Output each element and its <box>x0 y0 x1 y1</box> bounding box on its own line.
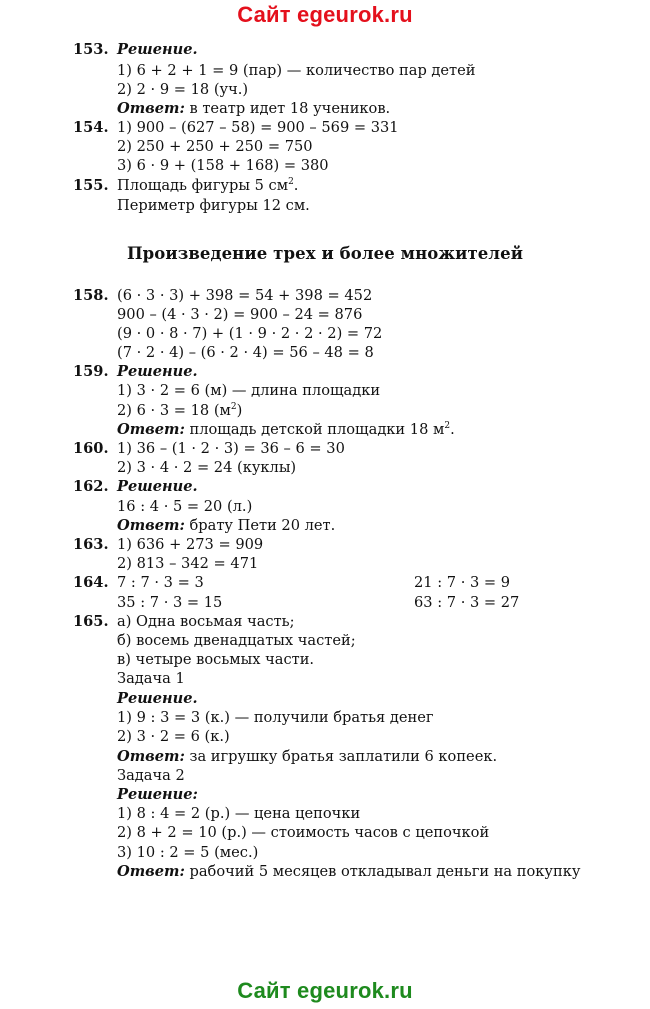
answer-label: Ответ: <box>117 100 185 117</box>
solution-line: 2) 3 · 2 = 6 (к.) <box>117 728 230 745</box>
answer-text: рабочий 5 месяцев откладывал деньги на покупку <box>184 863 581 880</box>
period: . <box>293 177 299 194</box>
problem-number: 155. <box>73 177 109 194</box>
answer-text: в театр идет 18 учеников. <box>184 100 391 117</box>
answer-label: Ответ: <box>117 517 185 534</box>
answer-line <box>117 862 580 881</box>
site-banner-top: Сайт egeurok.ru <box>237 2 413 27</box>
solution-line: 1) 3 · 2 = 6 (м) — длина площадки <box>117 382 381 399</box>
site-banner-bottom: Сайт egeurok.ru <box>237 978 413 1003</box>
task-label: Задача 1 <box>117 670 185 687</box>
solution-line: 2) 8 + 2 = 10 (р.) — стоимость часов с цепочкой <box>117 824 490 841</box>
solution-line: 2) 2 · 9 = 18 (уч.) <box>117 81 249 98</box>
problem-number: 159. <box>73 363 109 380</box>
solution-line: 16 : 4 · 5 = 20 (л.) <box>117 498 253 515</box>
answer-text: брату Пети 20 лет. <box>184 517 336 534</box>
closing-paren: ) <box>236 402 243 419</box>
problem-number: 158. <box>73 287 109 304</box>
solution-label: Решение. <box>117 363 198 380</box>
problem-number: 165. <box>73 613 109 630</box>
solution-label: Решение. <box>117 41 198 58</box>
solution-label: Решение: <box>117 786 198 803</box>
problem-number: 162. <box>73 478 109 495</box>
solution-line <box>117 401 242 420</box>
solution-line: (9 · 0 · 8 · 7) + (1 · 9 · 2 · 2 · 2) = 72 <box>117 325 383 342</box>
answer-text: за игрушку братья заплатили 6 копеек. <box>184 748 498 765</box>
section-heading: Произведение трех и более множителей <box>126 244 524 263</box>
solution-right: 21 : 7 · 3 = 9 <box>414 574 511 591</box>
period: . <box>450 421 455 438</box>
solution-line: в) четыре восьмых части. <box>117 651 315 668</box>
solution-line <box>117 176 298 195</box>
solution-left: 35 : 7 · 3 = 15 <box>117 594 223 611</box>
answer-label: Ответ: <box>117 421 185 438</box>
answer-line <box>117 747 497 766</box>
solution-line: 1) 636 + 273 = 909 <box>117 536 264 553</box>
superscript: 2 <box>444 421 451 432</box>
solution-line: 900 – (4 · 3 · 2) = 900 – 24 = 876 <box>117 306 363 323</box>
solution-line: 2) 250 + 250 + 250 = 750 <box>117 138 313 155</box>
solution-text: 2) 6 · 3 = 18 (м <box>117 402 231 419</box>
answer-label: Ответ: <box>117 748 185 765</box>
solution-line: 1) 9 : 3 = 3 (к.) — получили братья денег <box>117 709 434 726</box>
answer-line <box>117 99 390 118</box>
superscript: 2 <box>230 402 237 413</box>
solution-line: Периметр фигуры 12 см. <box>117 197 310 214</box>
solution-label: Решение. <box>117 690 198 707</box>
problem-number: 160. <box>73 440 109 457</box>
problem-number: 154. <box>73 119 109 136</box>
answer-label: Ответ: <box>117 863 185 880</box>
solution-line: (6 · 3 · 3) + 398 = 54 + 398 = 452 <box>117 287 373 304</box>
superscript: 2 <box>288 177 294 188</box>
solution-line: 2) 3 · 4 · 2 = 24 (куклы) <box>117 459 297 476</box>
solution-line: 1) 6 + 2 + 1 = 9 (пар) — количество пар детей <box>117 62 476 79</box>
solution-line: 3) 6 · 9 + (158 + 168) = 380 <box>117 157 329 174</box>
solution-label: Решение. <box>117 478 198 495</box>
solution-line: 1) 36 – (1 · 2 · 3) = 36 – 6 = 30 <box>117 440 345 457</box>
answer-line <box>117 516 335 535</box>
solution-line: б) восемь двенадцатых частей; <box>117 632 356 649</box>
solution-line: 1) 8 : 4 = 2 (р.) — цена цепочки <box>117 805 361 822</box>
solution-right: 63 : 7 · 3 = 27 <box>414 594 520 611</box>
area-text: Площадь фигуры 5 см <box>117 177 289 194</box>
solution-left: 7 : 7 · 3 = 3 <box>117 574 204 591</box>
problem-number: 163. <box>73 536 109 553</box>
answer-line <box>117 420 455 439</box>
solution-line: 1) 900 – (627 – 58) = 900 – 569 = 331 <box>117 119 399 136</box>
task-label: Задача 2 <box>117 767 185 784</box>
problem-number: 153. <box>73 41 109 58</box>
solution-line: 3) 10 : 2 = 5 (мес.) <box>117 844 259 861</box>
answer-text: площадь детской площадки 18 м <box>184 421 445 438</box>
solution-line: 2) 813 – 342 = 471 <box>117 555 259 572</box>
problem-number: 164. <box>73 574 109 591</box>
solution-line: а) Одна восьмая часть; <box>117 613 295 630</box>
solution-line: (7 · 2 · 4) – (6 · 2 · 4) = 56 – 48 = 8 <box>117 344 374 361</box>
